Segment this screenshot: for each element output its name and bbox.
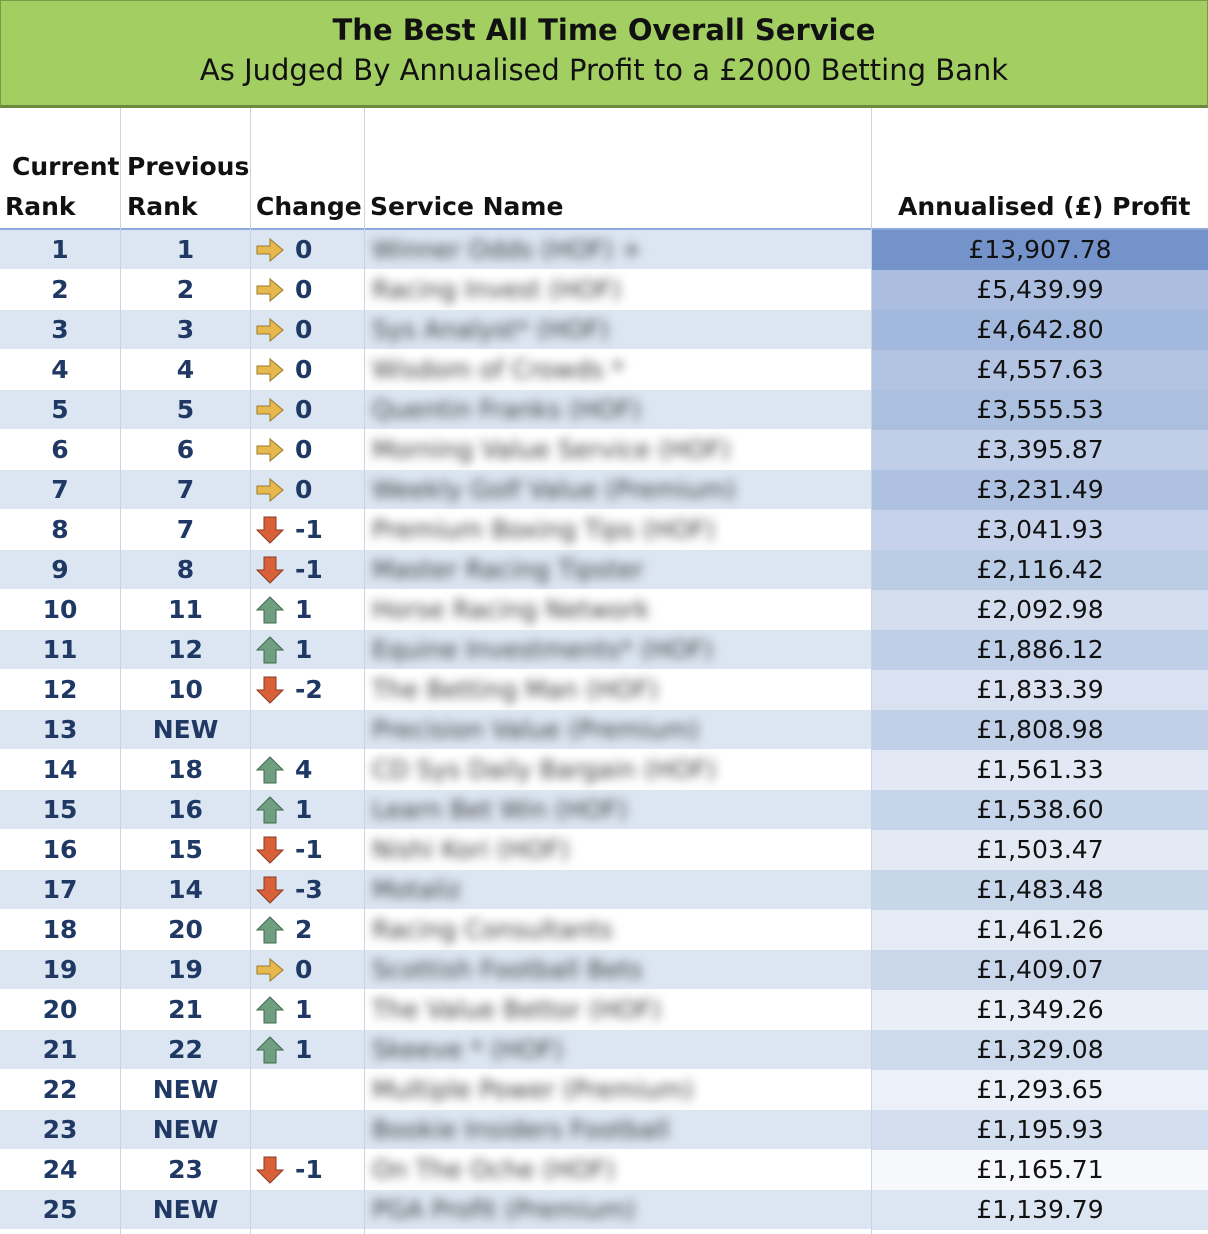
service-name-text: CD Sys Daily Bargain (HOF)	[372, 755, 717, 784]
current-rank-cell[interactable]: 21	[42, 1035, 78, 1064]
change-cell[interactable]	[251, 1110, 364, 1150]
title-banner	[0, 0, 1208, 108]
table-row[interactable]	[0, 630, 1208, 670]
change-value: 0	[295, 275, 313, 304]
current-rank-cell[interactable]: 1	[51, 235, 69, 264]
profit-cell[interactable]: £1,561.33	[872, 750, 1208, 790]
previous-rank-cell[interactable]: NEW	[152, 1075, 219, 1104]
table-body	[0, 230, 1208, 1230]
previous-rank-cell[interactable]: 8	[176, 555, 195, 584]
current-rank-cell[interactable]: 14	[42, 755, 78, 784]
service-name-cell[interactable]	[368, 590, 868, 630]
service-name-text: Wisdom of Crowds *	[372, 355, 624, 384]
column-divider	[364, 108, 365, 1234]
profit-cell[interactable]: £1,195.93	[872, 1110, 1208, 1150]
profit-cell[interactable]: £1,165.71	[872, 1150, 1208, 1190]
current-rank-cell[interactable]: 9	[51, 555, 69, 584]
table-row[interactable]	[0, 870, 1208, 910]
header-label: Current	[12, 152, 120, 181]
change-cell[interactable]	[251, 590, 364, 630]
service-name-cell[interactable]	[368, 750, 868, 790]
service-name-text: Sys Analyst* (HOF)	[372, 315, 610, 344]
table-row[interactable]	[0, 350, 1208, 390]
current-rank-cell[interactable]: 13	[42, 715, 78, 744]
change-value: -1	[295, 1155, 323, 1184]
change-cell[interactable]	[251, 350, 364, 390]
previous-rank-cell[interactable]: NEW	[152, 1115, 219, 1144]
up-arrow-icon	[255, 1036, 285, 1064]
service-name-cell[interactable]	[368, 470, 868, 510]
column-divider	[250, 108, 251, 1234]
right-arrow-icon	[255, 956, 285, 984]
service-name-cell[interactable]	[368, 870, 868, 910]
change-cell[interactable]	[251, 230, 364, 270]
service-name-cell[interactable]	[368, 1190, 868, 1230]
previous-rank-cell[interactable]: 14	[168, 875, 203, 904]
current-rank-cell[interactable]: 23	[42, 1115, 78, 1144]
up-arrow-icon	[255, 996, 285, 1024]
service-name-cell[interactable]	[368, 430, 868, 470]
header-label: Rank	[5, 192, 76, 221]
down-arrow-icon	[255, 1156, 285, 1184]
current-rank-cell[interactable]: 20	[42, 995, 78, 1024]
current-rank-cell[interactable]: 17	[42, 875, 78, 904]
service-name-cell[interactable]	[368, 1030, 868, 1070]
change-cell[interactable]	[251, 390, 364, 430]
change-cell[interactable]	[251, 990, 364, 1030]
profit-cell[interactable]: £1,461.26	[872, 910, 1208, 950]
change-cell[interactable]	[251, 830, 364, 870]
profit-cell[interactable]: £2,092.98	[872, 590, 1208, 630]
previous-rank-cell[interactable]: 3	[176, 315, 195, 344]
table-row[interactable]	[0, 1150, 1208, 1190]
change-cell[interactable]	[251, 870, 364, 910]
previous-rank-cell[interactable]: 23	[168, 1155, 203, 1184]
table-row[interactable]	[0, 910, 1208, 950]
profit-cell[interactable]: £3,041.93	[872, 510, 1208, 550]
header-label: Previous	[127, 152, 250, 181]
service-name-text: Quentin Franks (HOF)	[372, 395, 642, 424]
service-name-text: Motaliz	[372, 875, 462, 904]
profit-cell[interactable]: £5,439.99	[872, 270, 1208, 310]
service-name-text: Bookie Insiders Football	[372, 1115, 670, 1144]
profit-cell[interactable]: £1,293.65	[872, 1070, 1208, 1110]
change-value: -1	[295, 835, 323, 864]
right-arrow-icon	[255, 276, 285, 304]
right-arrow-icon	[255, 356, 285, 384]
service-name-text: Skeeve * (HOF)	[372, 1035, 564, 1064]
profit-cell[interactable]: £3,231.49	[872, 470, 1208, 510]
previous-rank-cell[interactable]: 15	[168, 835, 203, 864]
change-value: 1	[295, 995, 313, 1024]
profit-cell[interactable]: £1,329.08	[872, 1030, 1208, 1070]
column-divider	[871, 108, 872, 1234]
service-name-cell[interactable]	[368, 1110, 868, 1150]
down-arrow-icon	[255, 556, 285, 584]
service-name-text: Precision Value (Premium)	[372, 715, 699, 744]
previous-rank-cell[interactable]: 1	[176, 235, 195, 264]
down-arrow-icon	[255, 876, 285, 904]
service-name-cell[interactable]	[368, 550, 868, 590]
change-cell[interactable]	[251, 1190, 364, 1230]
sheet-subtitle: As Judged By Annualised Profit to a £2000 Betting Bank	[199, 53, 1009, 87]
previous-rank-cell[interactable]: 6	[176, 435, 195, 464]
table-row[interactable]	[0, 510, 1208, 550]
service-name-text: Scottish Football Bets	[372, 955, 643, 984]
service-name-cell[interactable]	[368, 270, 868, 310]
right-arrow-icon	[255, 236, 285, 264]
change-value: 0	[295, 955, 313, 984]
profit-cell[interactable]: £1,139.79	[872, 1190, 1208, 1230]
profit-cell[interactable]: £13,907.78	[872, 230, 1208, 270]
table-row[interactable]	[0, 230, 1208, 270]
change-value: 1	[295, 795, 313, 824]
right-arrow-icon	[255, 316, 285, 344]
change-cell[interactable]	[251, 910, 364, 950]
change-cell[interactable]	[251, 470, 364, 510]
service-name-text: Winner Odds (HOF) +	[372, 235, 643, 264]
service-name-cell[interactable]	[368, 1070, 868, 1110]
service-name-cell[interactable]	[368, 710, 868, 750]
table-row[interactable]	[0, 1190, 1208, 1230]
service-name-cell[interactable]	[368, 510, 868, 550]
profit-cell[interactable]: £2,116.42	[872, 550, 1208, 590]
service-name-text: PGA Profit (Premium)	[372, 1195, 636, 1224]
change-cell[interactable]	[251, 270, 364, 310]
column-header-previous-rank[interactable]	[121, 108, 250, 228]
profit-cell[interactable]: £4,642.80	[872, 310, 1208, 350]
profit-cell[interactable]: £3,555.53	[872, 390, 1208, 430]
table-row[interactable]	[0, 710, 1208, 750]
previous-rank-cell[interactable]: NEW	[152, 715, 219, 744]
change-cell[interactable]	[251, 510, 364, 550]
table-row[interactable]	[0, 1070, 1208, 1110]
previous-rank-cell[interactable]: 16	[168, 795, 203, 824]
change-cell[interactable]	[251, 630, 364, 670]
table-header	[0, 108, 1208, 230]
table-row[interactable]	[0, 990, 1208, 1030]
column-header-service-name[interactable]	[365, 108, 872, 228]
service-name-cell[interactable]	[368, 910, 868, 950]
previous-rank-cell[interactable]: 7	[176, 515, 195, 544]
profit-cell[interactable]: £1,833.39	[872, 670, 1208, 710]
current-rank-cell[interactable]: 16	[42, 835, 78, 864]
current-rank-cell[interactable]: 5	[51, 395, 69, 424]
down-arrow-icon	[255, 836, 285, 864]
service-name-text: Equine Investments* (HOF)	[372, 635, 714, 664]
current-rank-cell[interactable]: 11	[42, 635, 78, 664]
previous-rank-cell[interactable]: 20	[168, 915, 203, 944]
service-name-text: Nishi Kori (HOF)	[372, 835, 570, 864]
change-value: -1	[295, 555, 323, 584]
current-rank-cell[interactable]: 8	[51, 515, 69, 544]
table-row[interactable]	[0, 790, 1208, 830]
service-name-cell[interactable]	[368, 830, 868, 870]
table-row[interactable]	[0, 830, 1208, 870]
service-name-text: Racing Consultants	[372, 915, 613, 944]
table-row[interactable]	[0, 1030, 1208, 1070]
sheet-title: The Best All Time Overall Service	[332, 13, 876, 47]
right-arrow-icon	[255, 476, 285, 504]
service-name-cell[interactable]	[368, 1150, 868, 1190]
table-row[interactable]	[0, 270, 1208, 310]
service-name-cell[interactable]	[368, 950, 868, 990]
service-name-text: Weekly Golf Value (Premium)	[372, 475, 736, 504]
table-row[interactable]	[0, 550, 1208, 590]
change-cell[interactable]	[251, 1030, 364, 1070]
change-value: 0	[295, 355, 313, 384]
header-label: Change	[256, 192, 362, 221]
previous-rank-cell[interactable]: 11	[168, 595, 203, 624]
service-name-cell[interactable]	[368, 310, 868, 350]
profit-cell[interactable]: £1,886.12	[872, 630, 1208, 670]
header-label: Rank	[127, 192, 198, 221]
up-arrow-icon	[255, 916, 285, 944]
table-row[interactable]	[0, 950, 1208, 990]
up-arrow-icon	[255, 796, 285, 824]
down-arrow-icon	[255, 676, 285, 704]
service-name-text: On The Oche (HOF)	[372, 1155, 615, 1184]
current-rank-cell[interactable]: 25	[42, 1195, 78, 1224]
service-name-cell[interactable]	[368, 630, 868, 670]
profit-cell[interactable]: £3,395.87	[872, 430, 1208, 470]
change-value: 0	[295, 435, 313, 464]
right-arrow-icon	[255, 396, 285, 424]
change-cell[interactable]	[251, 950, 364, 990]
table-row[interactable]	[0, 1110, 1208, 1150]
service-name-text: Morning Value Service (HOF)	[372, 435, 731, 464]
change-value: -3	[295, 875, 323, 904]
change-value: 0	[295, 475, 313, 504]
current-rank-cell[interactable]: 3	[51, 315, 69, 344]
previous-rank-cell[interactable]: 19	[168, 955, 203, 984]
change-cell[interactable]	[251, 310, 364, 350]
profit-cell[interactable]: £1,409.07	[872, 950, 1208, 990]
service-name-cell[interactable]	[368, 390, 868, 430]
up-arrow-icon	[255, 596, 285, 624]
current-rank-cell[interactable]: 15	[42, 795, 78, 824]
column-header-profit[interactable]	[872, 108, 1208, 228]
column-divider	[120, 108, 121, 1234]
right-arrow-icon	[255, 436, 285, 464]
change-value: -2	[295, 675, 323, 704]
service-name-cell[interactable]	[368, 990, 868, 1030]
up-arrow-icon	[255, 636, 285, 664]
current-rank-cell[interactable]: 6	[51, 435, 69, 464]
table-row[interactable]	[0, 590, 1208, 630]
previous-rank-cell[interactable]: 4	[176, 355, 195, 384]
change-value: 1	[295, 595, 313, 624]
service-name-text: Premium Boxing Tips (HOF)	[372, 515, 715, 544]
previous-rank-cell[interactable]: 5	[176, 395, 195, 424]
previous-rank-cell[interactable]: 2	[176, 275, 195, 304]
profit-cell[interactable]: £1,538.60	[872, 790, 1208, 830]
change-cell[interactable]	[251, 710, 364, 750]
change-cell[interactable]	[251, 430, 364, 470]
ranking-table	[0, 108, 1208, 1230]
table-row[interactable]	[0, 750, 1208, 790]
column-header-current-rank[interactable]	[0, 108, 120, 228]
change-cell[interactable]	[251, 1070, 364, 1110]
previous-rank-cell[interactable]: 10	[168, 675, 203, 704]
change-value: 1	[295, 1035, 313, 1064]
service-name-cell[interactable]	[368, 350, 868, 390]
current-rank-cell[interactable]: 10	[42, 595, 78, 624]
service-name-cell[interactable]	[368, 230, 868, 270]
current-rank-cell[interactable]: 24	[42, 1155, 78, 1184]
down-arrow-icon	[255, 516, 285, 544]
profit-cell[interactable]: £1,349.26	[872, 990, 1208, 1030]
change-cell[interactable]	[251, 750, 364, 790]
profit-cell[interactable]: £1,503.47	[872, 830, 1208, 870]
header-label: Annualised (£) Profit	[898, 192, 1191, 221]
change-cell[interactable]	[251, 790, 364, 830]
current-rank-cell[interactable]: 7	[51, 475, 69, 504]
table-row[interactable]	[0, 430, 1208, 470]
previous-rank-cell[interactable]: 7	[176, 475, 195, 504]
service-name-text: The Value Bettor (HOF)	[372, 995, 662, 1024]
profit-cell[interactable]: £1,808.98	[872, 710, 1208, 750]
service-name-text: Master Racing Tipster	[372, 555, 644, 584]
previous-rank-cell[interactable]: 22	[168, 1035, 203, 1064]
previous-rank-cell[interactable]: NEW	[152, 1195, 219, 1224]
table-row[interactable]	[0, 670, 1208, 710]
header-label: Service Name	[370, 192, 564, 221]
change-value: 2	[295, 915, 313, 944]
change-cell[interactable]	[251, 550, 364, 590]
previous-rank-cell[interactable]: 21	[168, 995, 203, 1024]
previous-rank-cell[interactable]: 18	[168, 755, 203, 784]
current-rank-cell[interactable]: 2	[51, 275, 69, 304]
table-row[interactable]	[0, 470, 1208, 510]
profit-cell[interactable]: £4,557.63	[872, 350, 1208, 390]
table-row[interactable]	[0, 390, 1208, 430]
change-value: 0	[295, 235, 313, 264]
change-value: 1	[295, 635, 313, 664]
change-value: 0	[295, 315, 313, 344]
previous-rank-cell[interactable]: 12	[168, 635, 203, 664]
service-name-text: Learn Bet Win (HOF)	[372, 795, 628, 824]
service-name-text: Horse Racing Network	[372, 595, 650, 624]
current-rank-cell[interactable]: 12	[42, 675, 78, 704]
profit-cell[interactable]: £1,483.48	[872, 870, 1208, 910]
current-rank-cell[interactable]: 19	[42, 955, 78, 984]
current-rank-cell[interactable]: 4	[51, 355, 69, 384]
change-cell[interactable]	[251, 1150, 364, 1190]
table-row[interactable]	[0, 310, 1208, 350]
column-header-change[interactable]	[251, 108, 364, 228]
change-value: 4	[295, 755, 313, 784]
current-rank-cell[interactable]: 18	[42, 915, 78, 944]
service-name-text: The Betting Man (HOF)	[372, 675, 659, 704]
current-rank-cell[interactable]: 22	[42, 1075, 78, 1104]
service-name-text: Racing Invest (HOF)	[372, 275, 622, 304]
change-cell[interactable]	[251, 670, 364, 710]
change-value: 0	[295, 395, 313, 424]
up-arrow-icon	[255, 756, 285, 784]
service-name-cell[interactable]	[368, 790, 868, 830]
service-name-cell[interactable]	[368, 670, 868, 710]
change-value: -1	[295, 515, 323, 544]
service-name-text: Multiple Power (Premium)	[372, 1075, 694, 1104]
